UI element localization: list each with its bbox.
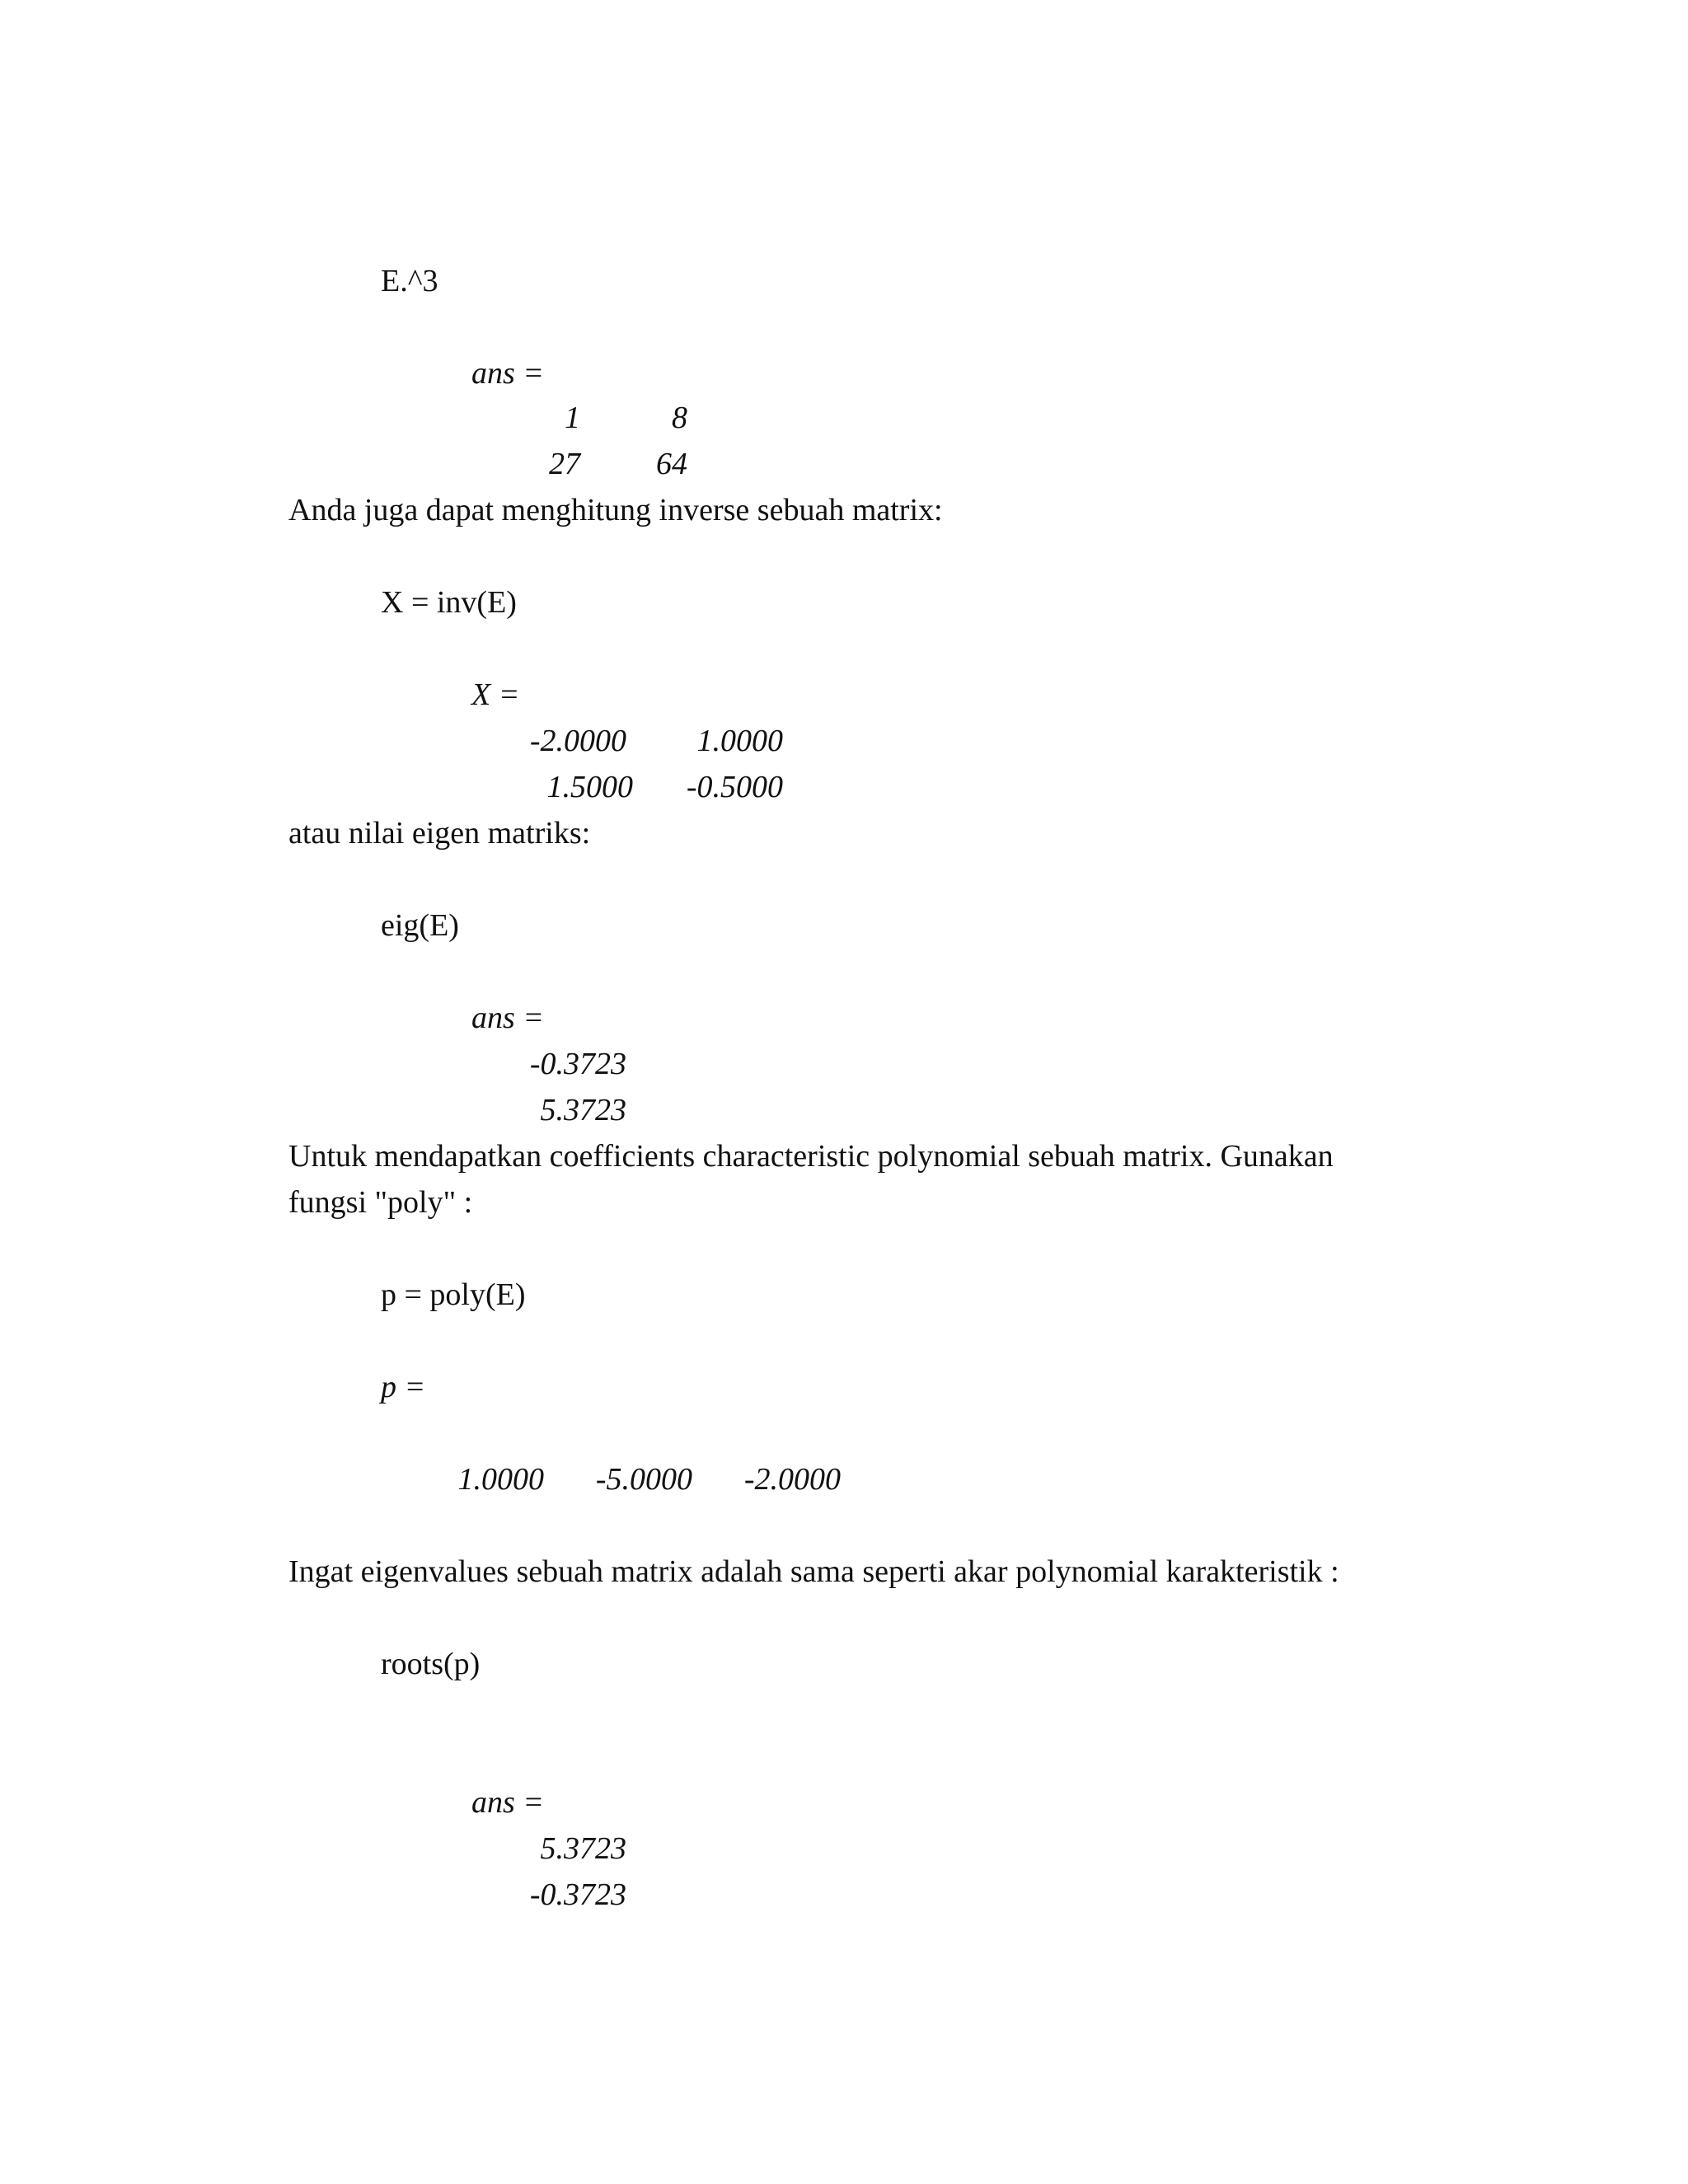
matrix-cell: -2.0000 [529, 724, 626, 758]
paragraph-poly-line2: fungsi "poly" : [288, 1185, 473, 1220]
matrix-cell: 64 [656, 447, 687, 481]
command-cube: E.^3 [381, 264, 438, 298]
vector-value: 5.3723 [540, 1093, 626, 1127]
matrix-cell: 1.0000 [696, 724, 783, 758]
matrix-cell: 27 [549, 447, 580, 481]
output-label-poly: p = [381, 1370, 426, 1404]
matrix-cell: 1.5000 [546, 770, 633, 804]
matrix-cell: 8 [672, 401, 687, 435]
paragraph-poly-line1: Untuk mendapatkan coefficients characteristic polynomial sebuah matrix. Gunakan [288, 1139, 1334, 1174]
command-inverse: X = inv(E) [381, 585, 517, 620]
command-eig: eig(E) [381, 908, 459, 943]
paragraph-eigen: atau nilai eigen matriks: [288, 816, 591, 851]
command-poly: p = poly(E) [381, 1277, 526, 1312]
vector-value: -0.3723 [529, 1047, 626, 1081]
vector-value: -2.0000 [743, 1462, 841, 1497]
output-label-inverse: X = [471, 677, 520, 712]
matrix-cell: -0.5000 [686, 770, 783, 804]
output-label-roots: ans = [471, 1785, 544, 1820]
command-roots: roots(p) [381, 1647, 481, 1681]
vector-value: 1.0000 [457, 1462, 544, 1497]
paragraph-inverse: Anda juga dapat menghitung inverse sebuah matrix: [288, 493, 943, 527]
vector-value: -5.0000 [595, 1462, 692, 1497]
output-label-cube: ans = [471, 356, 544, 391]
vector-value: 5.3723 [540, 1831, 626, 1866]
vector-value: -0.3723 [529, 1877, 626, 1912]
output-label-eig: ans = [471, 1001, 544, 1035]
paragraph-roots: Ingat eigenvalues sebuah matrix adalah sama seperti akar polynomial karakteristik : [288, 1554, 1339, 1589]
matrix-cell: 1 [565, 401, 580, 435]
